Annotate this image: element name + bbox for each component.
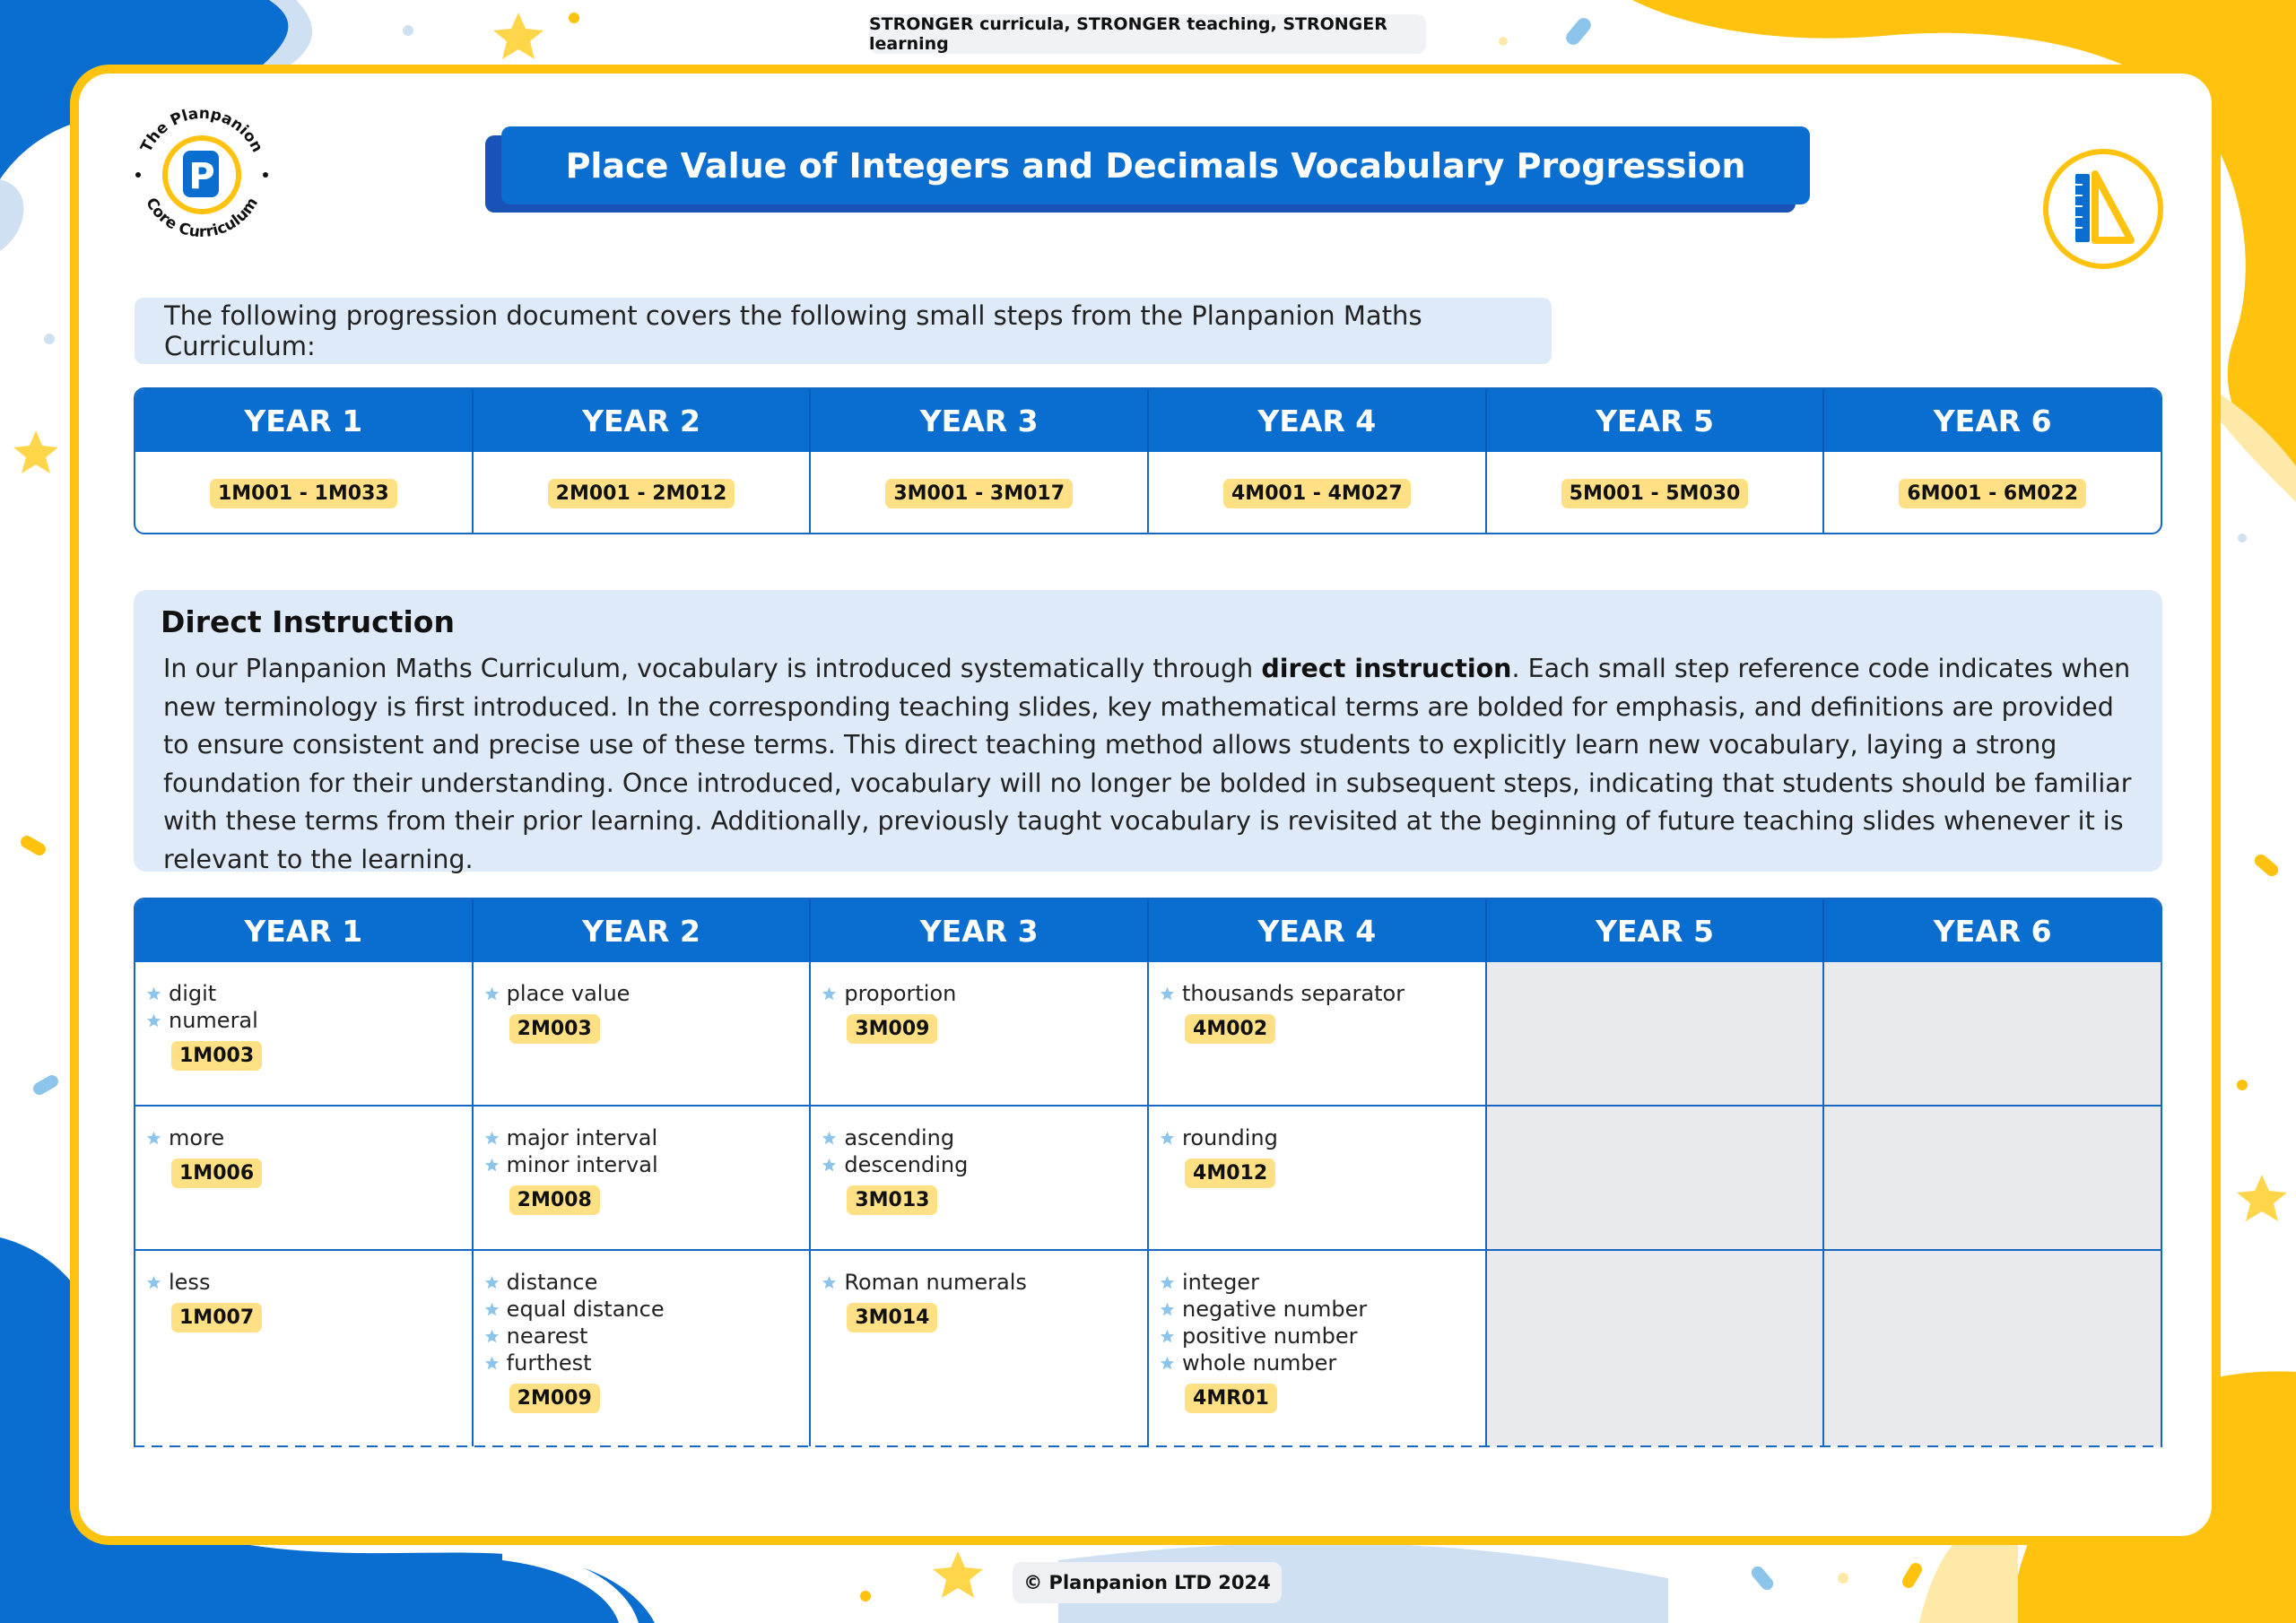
step-code-badge: 1M006 <box>171 1159 262 1188</box>
empty-cell <box>1485 962 1823 1105</box>
intro-panel <box>135 298 1552 364</box>
small-steps-range-row <box>135 452 2161 534</box>
vocab-term <box>146 1007 472 1034</box>
small-steps-header-row <box>135 389 2161 452</box>
year-header: YEAR 6 <box>1822 389 2161 452</box>
star-bullet-icon <box>822 1275 837 1290</box>
vocab-term <box>484 1296 810 1323</box>
vocab-term <box>484 1269 810 1296</box>
vocab-term-text: proportion <box>844 981 957 1006</box>
range-cell <box>1485 452 1823 534</box>
star-bullet-icon <box>484 1329 500 1344</box>
vocab-term-text: integer <box>1182 1270 1259 1295</box>
step-range-badge: 3M001 - 3M017 <box>885 479 1073 508</box>
year-header: YEAR 4 <box>1147 389 1485 452</box>
star-bullet-icon <box>822 1131 837 1146</box>
vocab-term <box>146 1124 472 1151</box>
year-header: YEAR 2 <box>472 389 810 452</box>
vocab-term-text: less <box>169 1270 211 1295</box>
range-cell <box>809 452 1147 534</box>
vocab-term <box>484 1350 810 1376</box>
star-bullet-icon <box>822 1158 837 1173</box>
footer-copyright: © Planpanion LTD 2024 <box>1013 1562 1282 1603</box>
star-bullet-icon <box>1160 1329 1175 1344</box>
empty-cell <box>1822 1251 2161 1446</box>
vocabulary-table <box>134 898 2162 1446</box>
empty-cell <box>1485 1251 1823 1446</box>
planpanion-logo <box>127 100 276 249</box>
vocab-term-text: furthest <box>506 1350 592 1376</box>
empty-cell <box>1822 1107 2161 1249</box>
star-bullet-icon <box>1160 1275 1175 1290</box>
step-range-badge: 5M001 - 5M030 <box>1561 479 1749 508</box>
vocab-row <box>135 1105 2161 1249</box>
vocab-term-text: positive number <box>1182 1324 1358 1349</box>
vocab-term <box>1160 1323 1485 1350</box>
vocab-term <box>484 1323 810 1350</box>
star-bullet-icon <box>484 1356 500 1371</box>
vocab-cell <box>135 1251 472 1446</box>
vocab-header-row <box>135 899 2161 962</box>
star-bullet-icon <box>822 986 837 1002</box>
vocab-term-text: descending <box>844 1152 969 1177</box>
year-header: YEAR 3 <box>809 389 1147 452</box>
vocab-term <box>1160 1350 1485 1376</box>
step-code-badge: 3M013 <box>847 1185 937 1215</box>
vocab-cell <box>809 962 1147 1105</box>
vocab-term-text: digit <box>169 981 217 1006</box>
star-bullet-icon <box>484 1131 500 1146</box>
star-bullet-icon <box>146 1013 161 1028</box>
vocab-cell <box>135 1107 472 1249</box>
vocab-cell <box>135 962 472 1105</box>
vocab-term-text: Roman numerals <box>844 1270 1027 1295</box>
vocab-cell <box>1147 962 1485 1105</box>
vocab-cell <box>1147 1251 1485 1446</box>
logo-letter: P <box>188 156 215 197</box>
star-bullet-icon <box>1160 986 1175 1002</box>
direct-instruction-panel <box>134 590 2162 872</box>
vocab-cell <box>1147 1107 1485 1249</box>
star-bullet-icon <box>1160 1131 1175 1146</box>
step-code-badge: 2M008 <box>509 1185 600 1215</box>
vocab-term-text: distance <box>506 1270 598 1295</box>
title-banner <box>485 126 1810 213</box>
vocab-term <box>146 1269 472 1296</box>
vocab-term-text: whole number <box>1182 1350 1337 1376</box>
star-bullet-icon <box>1160 1302 1175 1317</box>
vocab-term <box>484 1124 810 1151</box>
vocab-term-text: nearest <box>506 1324 588 1349</box>
vocab-row <box>135 962 2161 1105</box>
vocab-term-text: thousands separator <box>1182 981 1405 1006</box>
step-range-badge: 6M001 - 6M022 <box>1899 479 2086 508</box>
vocab-body <box>135 962 2161 1446</box>
vocab-term-text: place value <box>506 981 631 1006</box>
year-header: YEAR 2 <box>472 899 810 962</box>
small-steps-table <box>134 387 2162 534</box>
vocab-term-text: ascending <box>844 1125 955 1150</box>
vocab-term-text: major interval <box>506 1125 658 1150</box>
vocab-term-text: rounding <box>1182 1125 1278 1150</box>
step-code-badge: 2M009 <box>509 1384 600 1413</box>
vocab-term <box>1160 1269 1485 1296</box>
range-cell <box>472 452 810 534</box>
step-code-badge: 4M002 <box>1185 1014 1275 1044</box>
vocab-term <box>1160 980 1485 1007</box>
step-code-badge: 2M003 <box>509 1014 600 1044</box>
year-header: YEAR 1 <box>244 913 363 949</box>
vocab-term-text: numeral <box>169 1008 258 1033</box>
di-text-part: . Each small step reference code indicates when new terminology is first introduced. In the corresponding teaching slides, key mathematical terms are bolded for emphasis, and definitions are provided to ensure consistent and precise use of these terms. This direct teaching method allows students to explicitly learn new vocabulary, laying a strong foundation for their understanding. Once introduced, vocabulary will no longer be bolded in subsequent steps, indicating that students should be familiar with these terms from their prior learning. Additionally, previously taught vocabulary is revisited at the beginning of future teaching slides whenever it is relevant to the learning. <box>163 654 2132 874</box>
step-code-badge: 4MR01 <box>1185 1384 1277 1413</box>
vocab-row <box>135 1249 2161 1446</box>
vocab-term <box>484 1151 810 1178</box>
vocab-term <box>1160 1296 1485 1323</box>
star-bullet-icon <box>146 1131 161 1146</box>
star-bullet-icon <box>146 986 161 1002</box>
year-header: YEAR 4 <box>1147 899 1485 962</box>
vocab-term <box>822 980 1147 1007</box>
logo-top-text: The Planpanion <box>137 104 266 156</box>
year-header: YEAR 1 <box>244 403 363 438</box>
di-text-part: In our Planpanion Maths Curriculum, vocabulary is introduced systematically through <box>163 654 1262 683</box>
vocab-cell <box>809 1107 1147 1249</box>
step-code-badge: 4M012 <box>1185 1159 1275 1188</box>
vocab-term <box>822 1269 1147 1296</box>
star-bullet-icon <box>1160 1356 1175 1371</box>
tagline: STRONGER curricula, STRONGER teaching, STRONGER learning <box>869 14 1426 54</box>
vocab-term <box>484 980 810 1007</box>
di-text-bold: direct instruction <box>1261 654 1512 683</box>
page-title: Place Value of Integers and Decimals Vocabulary Progression <box>501 126 1810 204</box>
vocab-term-text: negative number <box>1182 1297 1368 1322</box>
year-header: YEAR 5 <box>1485 389 1823 452</box>
vocab-term <box>146 980 472 1007</box>
logo-bottom-text: Core Curriculum <box>142 194 262 242</box>
vocab-term <box>1160 1124 1485 1151</box>
step-range-badge: 2M001 - 2M012 <box>548 479 735 508</box>
step-range-badge: 4M001 - 4M027 <box>1223 479 1411 508</box>
vocab-cell <box>472 962 810 1105</box>
range-cell <box>1147 452 1485 534</box>
table-continuation-dashes <box>134 1445 2162 1447</box>
vocab-term-text: minor interval <box>506 1152 658 1177</box>
vocab-cell <box>472 1107 810 1249</box>
vocab-term <box>822 1124 1147 1151</box>
direct-instruction-text <box>161 650 2141 879</box>
step-code-badge: 3M014 <box>847 1303 937 1332</box>
vocab-term <box>822 1151 1147 1178</box>
vocab-cell <box>809 1251 1147 1446</box>
empty-cell <box>1485 1107 1823 1249</box>
step-range-badge: 1M001 - 1M033 <box>210 479 397 508</box>
empty-cell <box>1822 962 2161 1105</box>
star-bullet-icon <box>484 1275 500 1290</box>
intro-text: The following progression document covers the following small steps from the Planpanion Maths Curriculum: <box>164 300 1422 361</box>
ruler-triangle-icon <box>2041 147 2165 271</box>
star-bullet-icon <box>146 1275 161 1290</box>
step-code-badge: 3M009 <box>847 1014 937 1044</box>
year-header: YEAR 6 <box>1822 899 2161 962</box>
year-header: YEAR 3 <box>809 899 1147 962</box>
step-code-badge: 1M003 <box>171 1041 262 1071</box>
year-header: YEAR 5 <box>1485 899 1823 962</box>
star-bullet-icon <box>484 986 500 1002</box>
vocab-term-text: more <box>169 1125 225 1150</box>
vocab-cell <box>472 1251 810 1446</box>
direct-instruction-title: Direct Instruction <box>161 604 455 639</box>
range-cell <box>135 452 472 534</box>
vocab-term-text: equal distance <box>506 1297 665 1322</box>
step-code-badge: 1M007 <box>171 1303 262 1332</box>
star-bullet-icon <box>484 1302 500 1317</box>
star-bullet-icon <box>484 1158 500 1173</box>
range-cell <box>1822 452 2161 534</box>
